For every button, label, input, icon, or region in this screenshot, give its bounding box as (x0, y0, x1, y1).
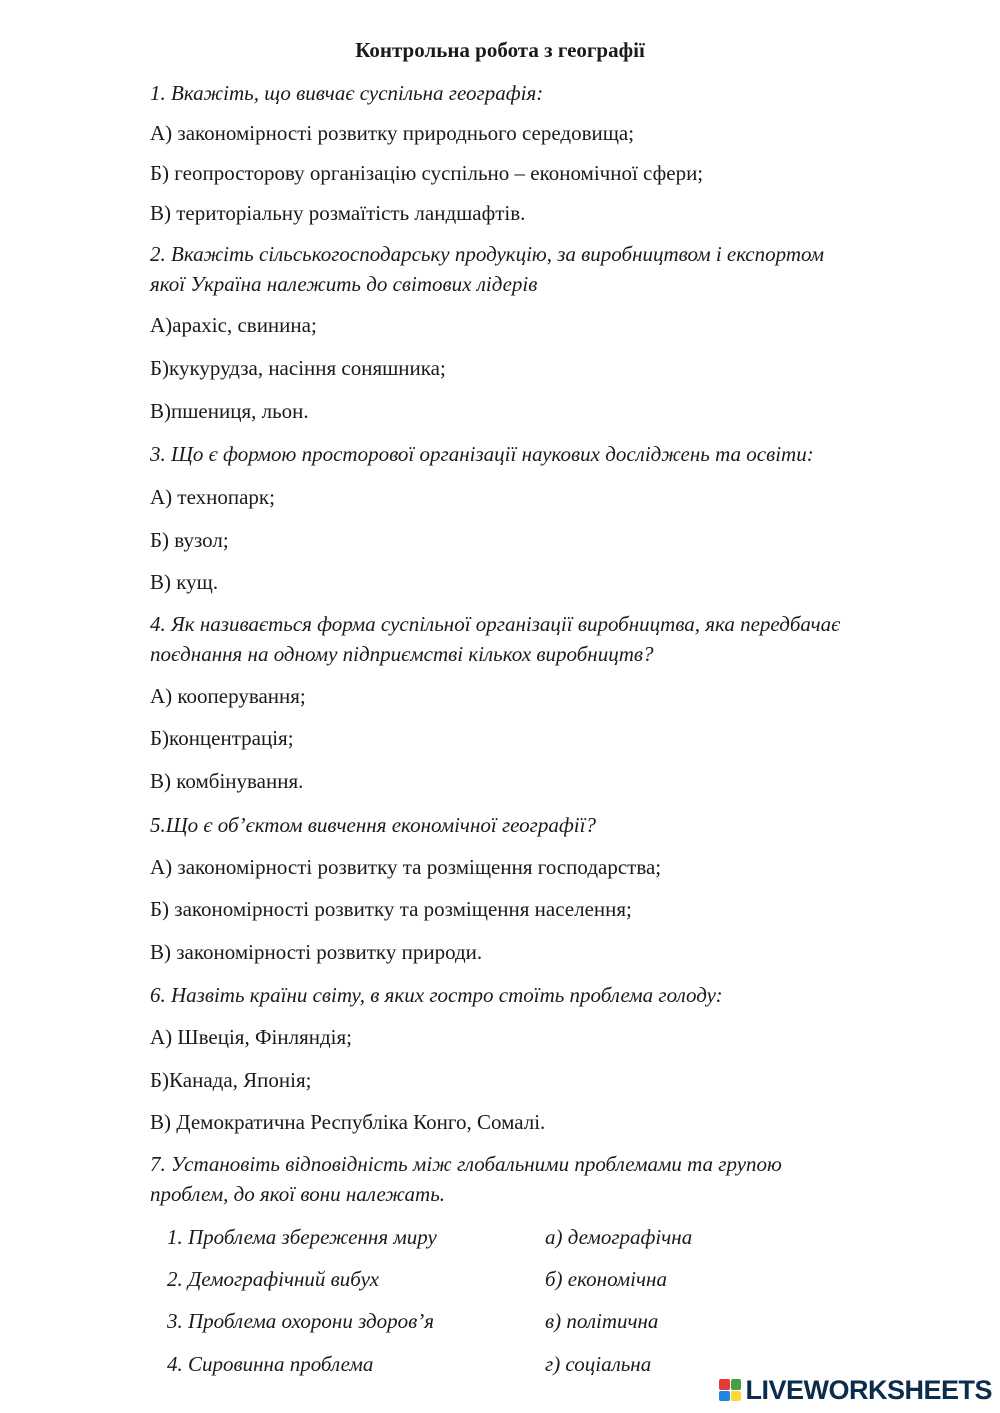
question-4-option-a: А) кооперування; (150, 684, 306, 708)
matching-group-a: а) демографічна (545, 1225, 693, 1249)
question-3-text: 3. Що є формою просторової організації наукових досліджень та освіти: (150, 442, 814, 466)
question-6-option-a: А) Швеція, Фінляндія; (150, 1025, 352, 1049)
question-6-option-b: Б)Канада, Японія; (150, 1068, 312, 1092)
question-2-option-c: В)пшениця, льон. (150, 399, 309, 423)
question-6-text: 6. Назвіть країни світу, в яких гостро стоїть проблема голоду: (150, 983, 723, 1007)
question-5-option-b: Б) закономірності розвитку та розміщення населення; (150, 897, 632, 921)
question-3-option-b: Б) вузол; (150, 528, 229, 552)
question-3-option-c: В) кущ. (150, 570, 219, 594)
question-5-text: 5.Що є об’єктом вивчення економічної географії? (150, 813, 596, 837)
question-2-option-a: А)арахіс, свинина; (150, 313, 317, 337)
question-4-text-line-1: 4. Як називається форма суспільної організації виробництва, яка передбачає (150, 612, 841, 636)
question-5-option-a: А) закономірності розвитку та розміщення господарства; (150, 855, 662, 879)
question-1-option-a: А) закономірності розвитку природнього середовища; (150, 121, 635, 145)
matching-group-c: в) політична (545, 1309, 659, 1333)
question-7-text-line-1: 7. Установіть відповідність між глобальними проблемами та групою (150, 1152, 782, 1176)
matching-group-b: б) економічна (545, 1267, 667, 1291)
question-5-option-c: В) закономірності розвитку природи. (150, 940, 483, 964)
question-6-option-c: В) Демократична Республіка Конго, Сомалі. (150, 1110, 546, 1134)
page-title: Контрольна робота з географії (355, 38, 645, 62)
liveworksheets-logo-icon (719, 1379, 741, 1401)
logo-square-green (731, 1379, 742, 1390)
question-4-option-b: Б)концентрація; (150, 726, 294, 750)
question-2-option-b: Б)кукурудза, насіння соняшника; (150, 356, 446, 380)
matching-group-d: г) соціальна (545, 1352, 652, 1376)
matching-problem-1: 1. Проблема збереження миру (167, 1225, 437, 1249)
logo-square-yellow (731, 1391, 742, 1402)
question-2-text-line-1: 2. Вкажіть сільськогосподарську продукцію, за виробництвом і експортом (150, 242, 825, 266)
logo-square-red (719, 1379, 730, 1390)
question-4-text-line-2: поєднання на одному підприємстві кількох виробництв? (150, 642, 654, 666)
liveworksheets-watermark (719, 1373, 992, 1407)
question-1-option-b: Б) геопросторову організацію суспільно – економічної сфери; (150, 161, 704, 185)
logo-square-blue (719, 1391, 730, 1402)
question-2-text-line-2: якої Україна належить до світових лідерів (150, 272, 538, 296)
question-7-text-line-2: проблем, до якої вони належать. (150, 1182, 446, 1206)
matching-problem-3: 3. Проблема охорони здоров’я (167, 1309, 435, 1333)
question-3-option-a: А) технопарк; (150, 485, 275, 509)
matching-problem-4: 4. Сировинна проблема (167, 1352, 374, 1376)
question-1-text: 1. Вкажіть, що вивчає суспільна географія: (150, 81, 544, 105)
matching-problem-2: 2. Демографічний вибух (167, 1267, 379, 1291)
question-4-option-c: В) комбінування. (150, 769, 304, 793)
liveworksheets-logo-text: LIVEWORKSHEETS (745, 1374, 992, 1405)
question-1-option-c: В) територіальну розмаїтість ландшафтів. (150, 201, 526, 225)
